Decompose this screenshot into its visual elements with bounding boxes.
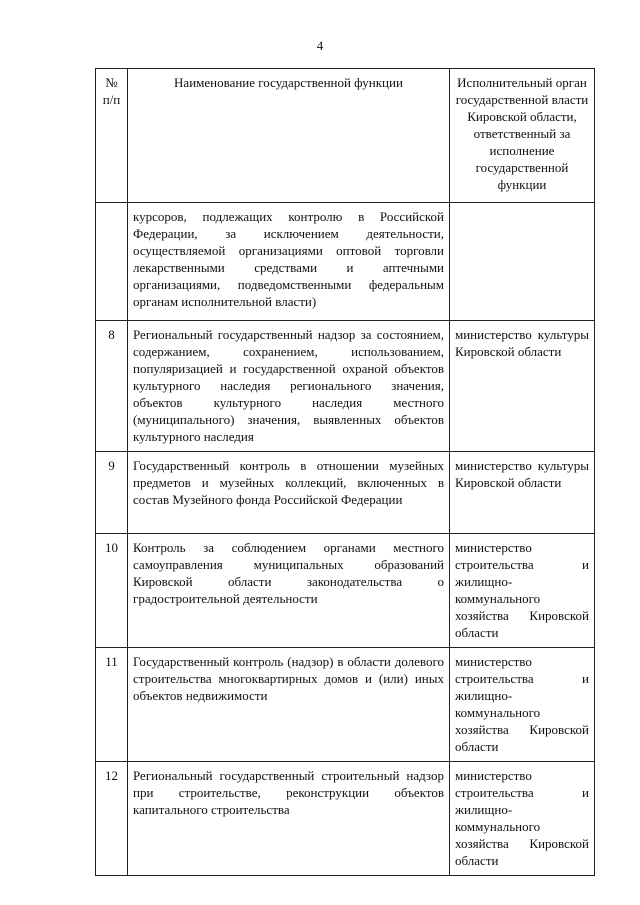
table-row bbox=[96, 321, 595, 452]
table-row bbox=[96, 534, 595, 648]
table-row bbox=[96, 762, 595, 876]
table-row bbox=[96, 203, 595, 321]
row-num: 11 bbox=[96, 648, 128, 762]
row-org: министерство культуры Кировской области bbox=[450, 452, 595, 534]
header-name: Наименование государственной функции bbox=[128, 69, 450, 203]
row-org: министерство строительства и жилищно-коммунального хозяйства Кировской области bbox=[450, 762, 595, 876]
row-org: министерство строительства и жилищно-коммунального хозяйства Кировской области bbox=[450, 648, 595, 762]
page-number: 4 bbox=[316, 38, 324, 53]
row-org bbox=[450, 203, 595, 321]
row-org: министерство культуры Кировской области bbox=[450, 321, 595, 452]
row-name: Региональный государственный строительный надзор при строительстве, реконструкции объектов капитального строительства bbox=[128, 762, 450, 876]
row-num: 9 bbox=[96, 452, 128, 534]
header-org: Исполнительный орган государственной власти Кировской области, ответственный за исполнение государственной функции bbox=[450, 69, 595, 203]
row-name: курсоров, подлежащих контролю в Российской Федерации, за исключением деятельности, осуществляемой организациями оптовой торговли лекарственными средствами и аптечными организациями, подведомственными федеральным органам исполнительной власти) bbox=[128, 203, 450, 321]
table-row bbox=[96, 648, 595, 762]
functions-table bbox=[95, 68, 595, 876]
row-num: 12 bbox=[96, 762, 128, 876]
row-num: 8 bbox=[96, 321, 128, 452]
row-num bbox=[96, 203, 128, 321]
row-num: 10 bbox=[96, 534, 128, 648]
table-row bbox=[96, 452, 595, 534]
row-name: Региональный государственный надзор за состоянием, содержанием, сохранением, использованием, популяризацией и государственной охраной объектов культурного наследия регионального значения, объектов культурного наследия местного (муниципального) значения, выявленных объектов культурного наследия bbox=[128, 321, 450, 452]
row-name: Контроль за соблюдением органами местного самоуправления муниципальных образований Кировской области законодательства о градостроительной деятельности bbox=[128, 534, 450, 648]
row-name: Государственный контроль (надзор) в области долевого строительства многоквартирных домов и (или) иных объектов недвижимости bbox=[128, 648, 450, 762]
row-org: министерство строительства и жилищно-коммунального хозяйства Кировской области bbox=[450, 534, 595, 648]
row-name: Государственный контроль в отношении музейных предметов и музейных коллекций, включенных в состав Музейного фонда Российской Федерации bbox=[128, 452, 450, 534]
table-header-row bbox=[96, 69, 595, 203]
header-num: № п/п bbox=[96, 69, 128, 203]
